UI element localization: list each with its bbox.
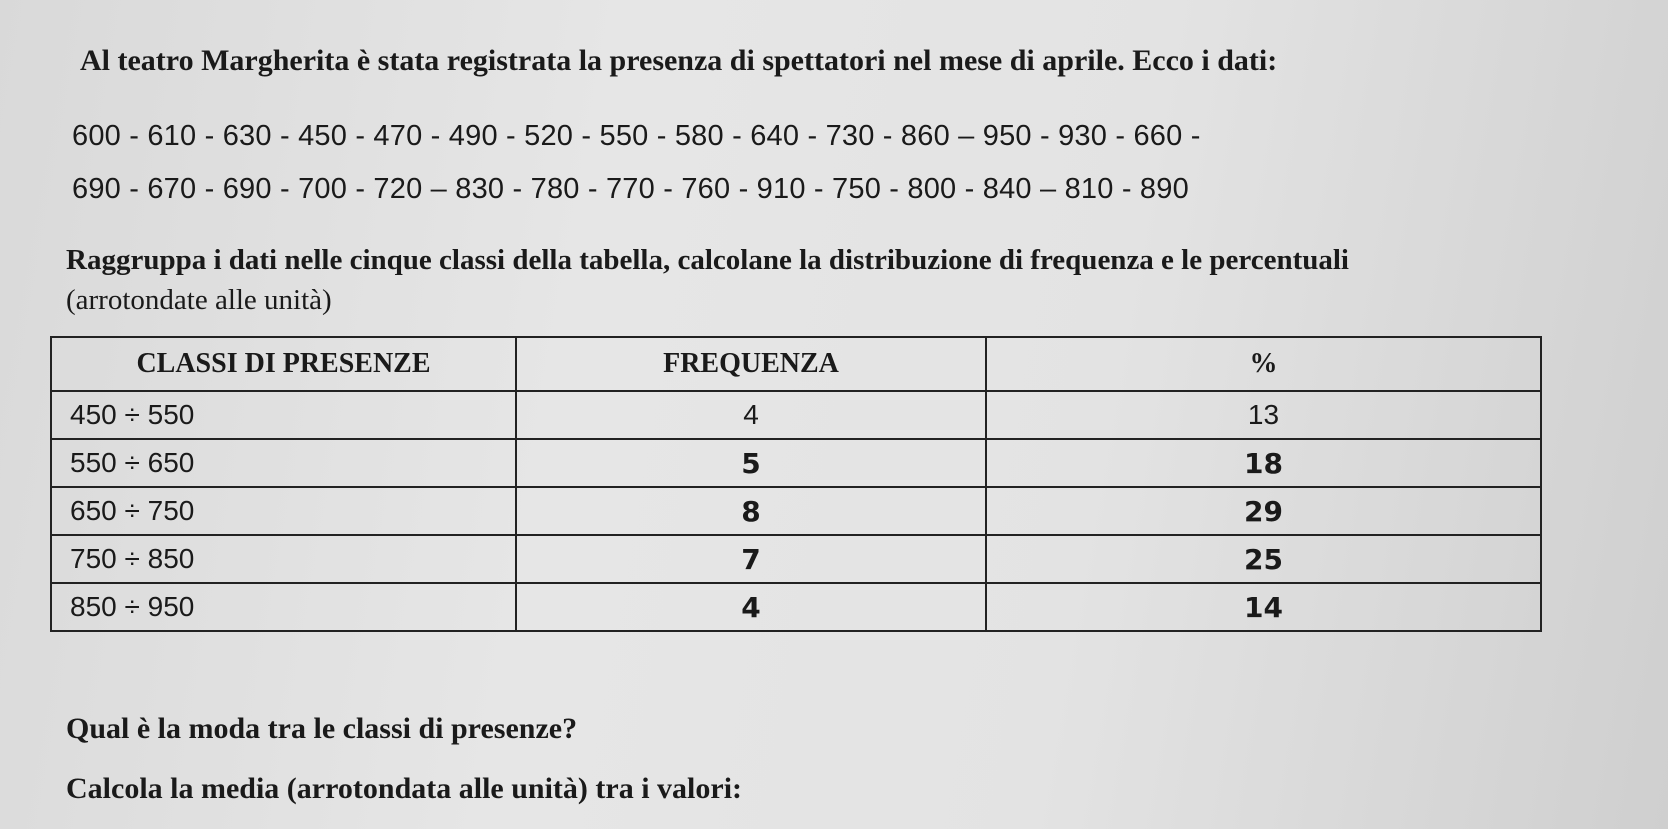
frequency-cell: 4	[516, 391, 986, 439]
class-cell: 750 ÷ 850	[51, 535, 516, 583]
table-row	[51, 487, 1541, 535]
table-row	[51, 535, 1541, 583]
frequency-table	[50, 336, 1542, 632]
class-cell: 450 ÷ 550	[51, 391, 516, 439]
question-mean: Calcola la media (arrotondata alle unità) tra i valori:	[66, 772, 743, 805]
class-cell: 850 ÷ 950	[51, 583, 516, 631]
table-header-row	[51, 337, 1541, 391]
table-row	[51, 391, 1541, 439]
class-cell: 650 ÷ 750	[51, 487, 516, 535]
percent-cell: 18	[986, 439, 1541, 487]
frequency-cell: 8	[516, 487, 986, 535]
data-values-line-1: 600 - 610 - 630 - 450 - 470 - 490 - 520 - 550 - 580 - 640 - 730 - 860 – 950 - 930 - 660 -	[72, 120, 1201, 152]
table-row	[51, 583, 1541, 631]
instruction-text	[66, 240, 1626, 320]
header-percent: %	[986, 337, 1541, 391]
class-cell: 550 ÷ 650	[51, 439, 516, 487]
frequency-cell: 4	[516, 583, 986, 631]
percent-cell: 25	[986, 535, 1541, 583]
data-values-line-2: 690 - 670 - 690 - 700 - 720 – 830 - 780 - 770 - 760 - 910 - 750 - 800 - 840 – 810 - 890	[72, 173, 1189, 205]
instruction-main: Raggruppa i dati nelle cinque classi della tabella, calcolane la distribuzione di frequenza e le percentuali	[66, 244, 1349, 276]
header-classes: CLASSI DI PRESENZE	[51, 337, 516, 391]
question-mode: Qual è la moda tra le classi di presenze?	[66, 712, 578, 745]
percent-cell: 29	[986, 487, 1541, 535]
percent-cell: 14	[986, 583, 1541, 631]
header-frequency: FREQUENZA	[516, 337, 986, 391]
instruction-note: (arrotondate alle unità)	[66, 284, 332, 316]
percent-cell: 13	[986, 391, 1541, 439]
table-row	[51, 439, 1541, 487]
frequency-cell: 5	[516, 439, 986, 487]
intro-text: Al teatro Margherita è stata registrata la presenza di spettatori nel mese di aprile. Ecco i dati:	[80, 44, 1278, 77]
frequency-cell: 7	[516, 535, 986, 583]
